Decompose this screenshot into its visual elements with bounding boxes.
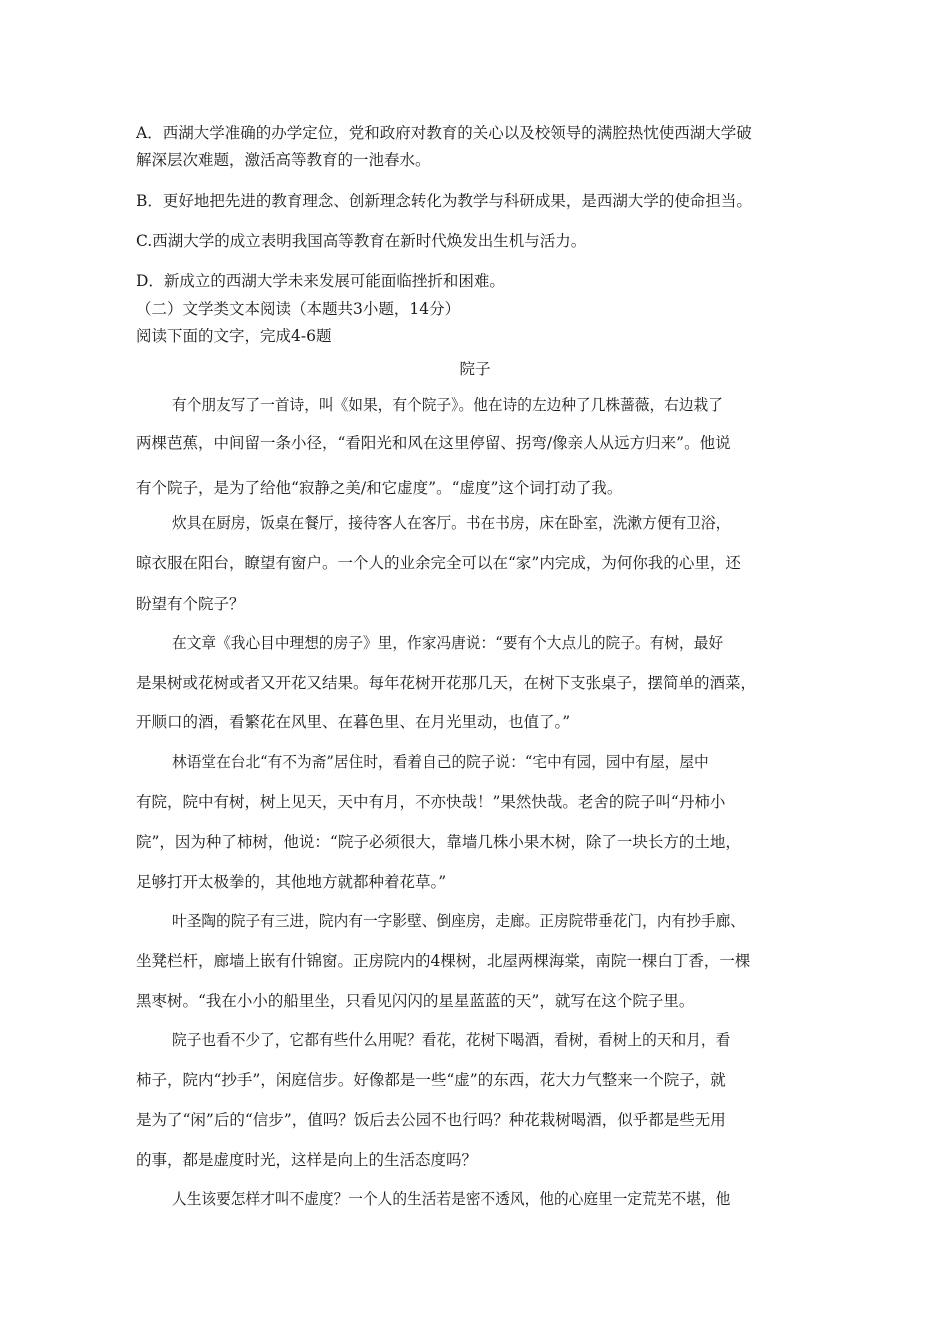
article-line: 是果树或花树或者又开花又结果。每年花树开花那几天，在树下支张桌子，摆简单的酒菜， (136, 674, 757, 692)
option-a-line-1: A．西湖大学准确的办学定位，党和政府对教育的关心以及校领导的满腔热忱使西湖大学破 (136, 124, 752, 142)
article-line: 院子也看不少了，它都有些什么用呢？看花，花树下喝酒，看树，看树上的天和月，看 (172, 1031, 731, 1049)
article-line: 林语堂在台北“有不为斋”居住时，看着自己的院子说：“宅中有园，园中有屋，屋中 (172, 753, 709, 771)
article-line: 是为了“闲”后的“信步”，值吗？饭后去公园不也行吗？种花栽树喝酒，似乎都是些无用 (136, 1111, 726, 1129)
article-line: 叶圣陶的院子有三进，院内有一字影壁、倒座房，走廊。正房院带垂花门，内有抄手廊、 (172, 912, 745, 930)
article-title: 院子 (459, 360, 491, 378)
section-heading: （二）文学类文本阅读（本题共3小题，14分） (136, 300, 461, 318)
article-line: 柿子，院内“抄手”，闲庭信步。好像都是一些“虚”的东西，花大力气整来一个院子，就 (136, 1071, 726, 1089)
article-line: 有个朋友写了一首诗，叫《如果，有个院子》。他在诗的左边种了几株蔷薇，右边栽了 (172, 396, 723, 414)
article-line: 院”，因为种了柿树，他说：“院子必须很大，靠墙几株小果木树，除了一块长方的土地， (136, 833, 741, 851)
option-b: B．更好地把先进的教育理念、创新理念转化为教学与科研成果，是西湖大学的使命担当。 (136, 192, 752, 210)
article-line: 在文章《我心目中理想的房子》里，作家冯唐说：“要有个大点儿的院子。有树，最好 (172, 634, 724, 652)
article-line: 有院，院中有树，树上见天，天中有月，不亦快哉！”果然快哉。老舍的院子叫“丹柿小 (136, 793, 726, 811)
option-c: C.西湖大学的成立表明我国高等教育在新时代焕发出生机与活力。 (136, 232, 587, 250)
option-d: D．新成立的西湖大学未来发展可能面临挫折和困难。 (136, 272, 505, 290)
article-line: 开顺口的酒，看繁花在风里、在暮色里、在月光里动，也值了。” (136, 713, 571, 731)
article-line: 坐凳栏杆，廊墙上嵌有什锦窗。正房院内的4棵树，北屋两棵海棠，南院一棵白丁香，一棵 (136, 952, 751, 970)
article-line: 两棵芭蕉，中间留一条小径，“看阳光和风在这里停留、拐弯/像亲人从远方归来”。他说 (136, 434, 731, 452)
reading-instruction: 阅读下面的文字，完成4-6题 (136, 327, 332, 345)
article-line: 盼望有个院子？ (136, 595, 245, 613)
article-line: 有个院子，是为了给他“寂静之美/和它虚度”。“虚度”这个词打动了我。 (136, 479, 623, 497)
article-line: 人生该要怎样才叫不虚度？一个人的生活若是密不透风，他的心庭里一定荒芜不堪，他 (172, 1190, 731, 1208)
article-line: 足够打开太极拳的，其他地方就都种着花草。” (136, 873, 447, 891)
article-line: 黑枣树。“我在小小的船里坐，只看见闪闪的星星蓝蓝的天”，就写在这个院子里。 (136, 992, 695, 1010)
article-line: 晾衣服在阳台，瞭望有窗户。一个人的业余完全可以在“家”内完成，为何你我的心里，还 (136, 554, 741, 572)
article-line: 的事，都是虚度时光，这样是向上的生活态度吗？ (136, 1151, 478, 1169)
article-line: 炊具在厨房，饭桌在餐厅，接待客人在客厅。书在书房，床在卧室，洗漱方便有卫浴， (172, 514, 731, 532)
option-a-line-2: 解深层次难题，激活高等教育的一池春水。 (136, 151, 431, 169)
